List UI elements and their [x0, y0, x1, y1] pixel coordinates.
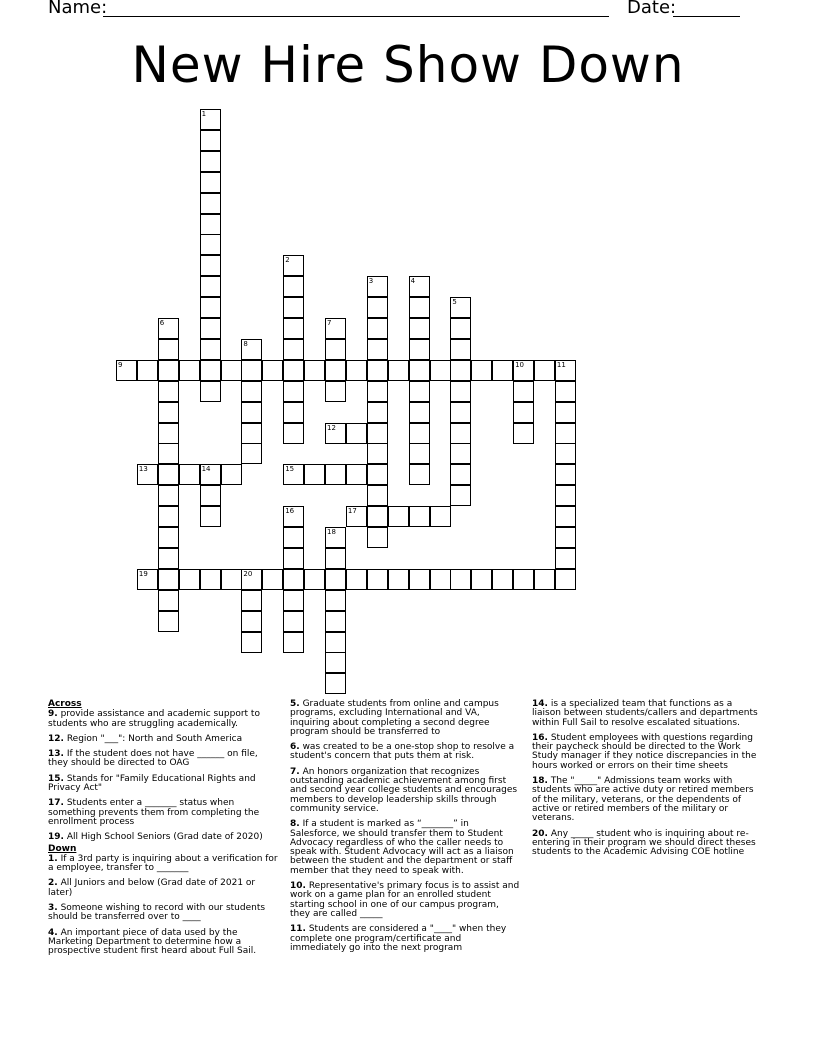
crossword-cell[interactable]	[283, 339, 304, 360]
crossword-cell[interactable]	[409, 297, 430, 318]
crossword-cell[interactable]	[409, 276, 430, 297]
clue-down-14: 14. is a specialized team that functions as a liaison between students/callers and departments within Full Sail to resolve escalated situations.	[532, 699, 758, 728]
crossword-cell[interactable]	[409, 339, 430, 360]
crossword-cell[interactable]	[346, 423, 367, 444]
crossword-cell[interactable]	[200, 569, 221, 590]
crossword-cell[interactable]	[325, 381, 346, 402]
crossword-cell[interactable]	[409, 402, 430, 423]
crossword-cell[interactable]	[221, 569, 242, 590]
crossword-cell[interactable]	[283, 506, 304, 527]
crossword-cell[interactable]	[555, 485, 576, 506]
crossword-cell[interactable]	[409, 443, 430, 464]
crossword-cell[interactable]	[179, 360, 200, 381]
clue-number: 11	[556, 360, 566, 369]
crossword-cell[interactable]	[430, 569, 451, 590]
crossword-cell[interactable]	[471, 569, 492, 590]
crossword-cell[interactable]	[325, 673, 346, 694]
crossword-cell[interactable]	[325, 652, 346, 673]
crossword-cell[interactable]	[346, 506, 367, 527]
clue-across-13: 13. If the student does not have ______ on file, they should be directed to OAG	[48, 749, 258, 769]
crossword-cell[interactable]	[158, 360, 179, 381]
crossword-cell[interactable]	[492, 569, 513, 590]
name-label: Name:	[48, 0, 108, 18]
crossword-cell[interactable]	[450, 464, 471, 485]
clue-number: 16	[285, 507, 295, 516]
crossword-cell[interactable]	[283, 611, 304, 632]
clue-down-7: 7. An honors organization that recognizes outstanding academic achievement among first and second year college students and encourages members to develop leadership skills through community service.	[290, 766, 518, 814]
crossword-cell[interactable]	[116, 360, 137, 381]
crossword-cell[interactable]	[325, 360, 346, 381]
crossword-cell[interactable]	[283, 360, 304, 381]
crossword-cell[interactable]	[367, 527, 388, 548]
crossword-cell[interactable]	[450, 381, 471, 402]
crossword-cell[interactable]	[283, 527, 304, 548]
crossword-cell[interactable]	[325, 548, 346, 569]
clue-number: 14	[201, 465, 211, 474]
crossword-cell[interactable]	[158, 443, 179, 464]
crossword-cell[interactable]	[325, 318, 346, 339]
clue-across-12: 12. Region "___": North and South America	[48, 733, 243, 744]
crossword-cell[interactable]	[283, 381, 304, 402]
crossword-cell[interactable]	[388, 569, 409, 590]
crossword-cell[interactable]	[367, 381, 388, 402]
crossword-cell[interactable]	[409, 381, 430, 402]
crossword-cell[interactable]	[137, 464, 158, 485]
crossword-cell[interactable]	[158, 402, 179, 423]
crossword-cell[interactable]	[555, 548, 576, 569]
crossword-cell[interactable]	[200, 339, 221, 360]
clue-column-2	[290, 700, 520, 959]
crossword-cell[interactable]	[513, 423, 534, 444]
clue-number: 12	[327, 423, 336, 432]
clue-down-1: 1. If a 3rd party is inquiring about a verification for a employee, transfer to _______	[48, 853, 278, 874]
clue-number: 9	[118, 360, 123, 369]
crossword-cell[interactable]	[513, 381, 534, 402]
crossword-cell[interactable]	[283, 590, 304, 611]
crossword-cell[interactable]	[367, 443, 388, 464]
clue-number: 7	[327, 319, 332, 327]
clue-down-10: 10. Representative's primary focus is to assist and work on a game plan for an enrolled student starting school in one of our campus program, they are called _____	[290, 881, 520, 919]
header	[0, 0, 816, 20]
crossword-cell[interactable]	[513, 569, 534, 590]
crossword-cell[interactable]	[555, 464, 576, 485]
crossword-cell[interactable]	[325, 632, 346, 653]
crossword-cell[interactable]	[534, 360, 555, 381]
crossword-cell[interactable]	[325, 527, 346, 548]
crossword-cell[interactable]	[200, 234, 221, 255]
crossword-cell[interactable]	[555, 569, 576, 590]
crossword-cell[interactable]	[513, 360, 534, 381]
crossword-cell[interactable]	[555, 506, 576, 527]
crossword-cell[interactable]	[283, 569, 304, 590]
crossword-cell[interactable]	[200, 214, 221, 235]
clue-number: 18	[327, 528, 336, 536]
crossword-cell[interactable]	[367, 506, 388, 527]
crossword-cell[interactable]	[241, 632, 262, 653]
crossword-cell[interactable]	[241, 611, 262, 632]
crossword-cell[interactable]	[241, 590, 262, 611]
crossword-cell[interactable]	[325, 423, 346, 444]
crossword-cell[interactable]	[409, 318, 430, 339]
crossword-cell[interactable]	[450, 443, 471, 464]
crossword-cell[interactable]	[325, 569, 346, 590]
crossword-cell[interactable]	[158, 381, 179, 402]
crossword-cell[interactable]	[241, 402, 262, 423]
crossword-cell[interactable]	[388, 360, 409, 381]
crossword-cell[interactable]	[158, 611, 179, 632]
crossword-cell[interactable]	[158, 485, 179, 506]
crossword-cell[interactable]	[200, 255, 221, 276]
crossword-cell[interactable]	[367, 360, 388, 381]
clue-down-2: 2. All Juniors and below (Grad date of 2021 or later)	[48, 878, 256, 898]
crossword-cell[interactable]	[158, 464, 179, 485]
crossword-cell[interactable]	[555, 402, 576, 423]
crossword-cell[interactable]	[200, 193, 221, 214]
crossword-cell[interactable]	[241, 339, 262, 360]
crossword-cell[interactable]	[325, 339, 346, 360]
crossword-cell[interactable]	[409, 360, 430, 381]
date-field[interactable]	[673, 16, 740, 17]
crossword-cell[interactable]	[555, 381, 576, 402]
crossword-cell[interactable]	[158, 569, 179, 590]
crossword-cell[interactable]	[158, 527, 179, 548]
crossword-cell[interactable]	[283, 402, 304, 423]
clue-down-5: 5. Graduate students from online and campus programs, excluding International and VA, inquiring about completing a second degree program should be transferred to	[290, 699, 499, 737]
crossword-cell[interactable]	[450, 569, 471, 590]
clue-down-20: 20. Any _____ student who is inquiring about re-entering in their program we should direct theses students to the Academic Advising COE hotline	[532, 828, 756, 858]
clue-column-1	[48, 700, 278, 963]
crossword-cell[interactable]	[450, 360, 471, 381]
crossword-cell[interactable]	[241, 423, 262, 444]
crossword-cell[interactable]	[471, 360, 492, 381]
clue-number: 17	[347, 507, 357, 516]
crossword-cell[interactable]	[200, 485, 221, 506]
crossword-cell[interactable]	[409, 464, 430, 485]
crossword-cell[interactable]	[221, 464, 242, 485]
crossword-cell[interactable]	[388, 506, 409, 527]
crossword-cell[interactable]	[450, 423, 471, 444]
crossword-cell[interactable]	[283, 464, 304, 485]
clue-number: 2	[285, 256, 290, 265]
crossword-cell[interactable]	[367, 297, 388, 318]
crossword-cell[interactable]	[158, 506, 179, 527]
crossword-cell[interactable]	[262, 569, 283, 590]
crossword-cell[interactable]	[555, 423, 576, 444]
clue-number: 5	[452, 298, 457, 307]
clue-number: 10	[515, 360, 525, 369]
crossword-cell[interactable]	[555, 443, 576, 464]
crossword-cell[interactable]	[158, 548, 179, 569]
clue-column-3	[532, 700, 762, 863]
crossword-cell[interactable]	[200, 464, 221, 485]
crossword-cell[interactable]	[450, 402, 471, 423]
clue-down-18: 18. The "_____" Admissions team works with students who are active duty or retired members of the military, veterans, or the dependents of active or retired members of the military or veterans.	[532, 776, 754, 824]
clue-across-17: 17. Students enter a _______ status when something prevents them from completing the enrollment process	[48, 798, 260, 827]
crossword-cell[interactable]	[513, 402, 534, 423]
crossword-cell[interactable]	[158, 318, 179, 339]
crossword-cell[interactable]	[304, 569, 325, 590]
clue-down-11: 11. Students are considered a "____" when they complete one program/certificate and immediately go into the next program	[290, 924, 507, 953]
crossword-cell[interactable]	[200, 318, 221, 339]
crossword-cell[interactable]	[179, 464, 200, 485]
page-title: New Hire Show Down	[131, 36, 685, 94]
crossword-cell[interactable]	[241, 360, 262, 381]
crossword-cell[interactable]	[158, 423, 179, 444]
crossword-cell[interactable]	[137, 569, 158, 590]
crossword-cell[interactable]	[534, 569, 555, 590]
clue-down-16: 16. Student employees with questions regarding their paycheck should be directed to the Work Study manager if they notice discrepancies in the hours worked or errors on their time sheets	[532, 732, 757, 771]
crossword-cell[interactable]	[367, 464, 388, 485]
clue-across-9: 9. provide assistance and academic support to students who are struggling academically.	[48, 709, 260, 729]
crossword-cell[interactable]	[221, 360, 242, 381]
name-field[interactable]	[103, 16, 609, 17]
clue-number: 8	[243, 339, 248, 348]
crossword-cell[interactable]	[555, 527, 576, 548]
crossword-cell[interactable]	[367, 569, 388, 590]
crossword-cell[interactable]	[241, 443, 262, 464]
crossword-cell[interactable]	[304, 360, 325, 381]
crossword-cell[interactable]	[283, 297, 304, 318]
crossword-cell[interactable]	[158, 339, 179, 360]
crossword-cell[interactable]	[450, 485, 471, 506]
clue-number: 1	[201, 110, 207, 118]
crossword-cell[interactable]	[283, 318, 304, 339]
crossword-cell[interactable]	[200, 130, 221, 151]
clue-number: 3	[368, 277, 374, 286]
crossword-cell[interactable]	[325, 611, 346, 632]
crossword-cell[interactable]	[283, 548, 304, 569]
clue-down-4: 4. An important piece of data used by the Marketing Department to determine how a prospective student first heard about Full Sail.	[48, 927, 257, 957]
crossword-cell[interactable]	[304, 464, 325, 485]
clue-across-15: 15. Stands for "Family Educational Rights and Privacy Act"	[48, 773, 256, 794]
clue-down-8: 8. If a student is marked as “_______” in Salesforce, we should transfer them to Student Advocacy regardless of who the caller needs to speak with. Student Advocacy will act as a liaison between the student and the department or staff member that they need to speak with.	[290, 819, 514, 876]
crossword-cell[interactable]	[555, 360, 576, 381]
crossword-cell[interactable]	[200, 151, 221, 172]
crossword-cell[interactable]	[430, 360, 451, 381]
crossword-cell[interactable]	[325, 464, 346, 485]
crossword-cell[interactable]	[283, 632, 304, 653]
crossword-cell[interactable]	[283, 276, 304, 297]
clue-number: 4	[410, 277, 416, 286]
crossword-cell[interactable]	[346, 360, 367, 381]
crossword-cell[interactable]	[200, 506, 221, 527]
crossword-cell[interactable]	[262, 360, 283, 381]
crossword-cell[interactable]	[367, 423, 388, 444]
crossword-cell[interactable]	[367, 402, 388, 423]
down-heading: Down	[48, 843, 77, 854]
crossword-cell[interactable]	[367, 318, 388, 339]
crossword-cell[interactable]	[179, 569, 200, 590]
crossword-cell[interactable]	[200, 381, 221, 402]
clue-number: 19	[138, 569, 148, 578]
crossword-cell[interactable]	[492, 360, 513, 381]
clue-number: 13	[138, 465, 148, 474]
clue-down-6: 6. was created to be a one-stop shop to resolve a student's concern that puts them at risk.	[290, 742, 515, 762]
date-label: Date:	[627, 0, 677, 18]
crossword-cell[interactable]	[409, 506, 430, 527]
crossword-cell[interactable]	[450, 297, 471, 318]
crossword-cell[interactable]	[409, 423, 430, 444]
clue-down-3: 3. Someone wishing to record with our students should be transferred over to ____	[48, 903, 266, 923]
crossword-cell[interactable]	[409, 569, 430, 590]
crossword-cell[interactable]	[450, 339, 471, 360]
crossword-cell[interactable]	[241, 569, 262, 590]
crossword-cell[interactable]	[346, 569, 367, 590]
crossword-cell[interactable]	[325, 590, 346, 611]
clue-across-19: 19. All High School Seniors (Grad date of 2020)	[48, 832, 263, 843]
crossword-cell[interactable]	[346, 464, 367, 485]
clue-number: 20	[243, 569, 253, 578]
crossword-cell[interactable]	[283, 423, 304, 444]
crossword-cell[interactable]	[367, 485, 388, 506]
crossword-cell[interactable]	[200, 276, 221, 297]
crossword-cell[interactable]	[367, 276, 388, 297]
crossword-cell[interactable]	[158, 590, 179, 611]
clue-number: 15	[285, 465, 295, 474]
crossword-cell[interactable]	[430, 506, 451, 527]
crossword-cell[interactable]	[283, 255, 304, 276]
crossword-cell[interactable]	[450, 318, 471, 339]
crossword-cell[interactable]	[200, 172, 221, 193]
crossword-cell[interactable]	[200, 360, 221, 381]
crossword-cell[interactable]	[200, 109, 221, 130]
clue-number: 6	[159, 319, 165, 327]
crossword-cell[interactable]	[241, 381, 262, 402]
crossword-cell[interactable]	[137, 360, 158, 381]
across-heading: Across	[48, 699, 82, 709]
crossword-cell[interactable]	[200, 297, 221, 318]
crossword-cell[interactable]	[367, 339, 388, 360]
